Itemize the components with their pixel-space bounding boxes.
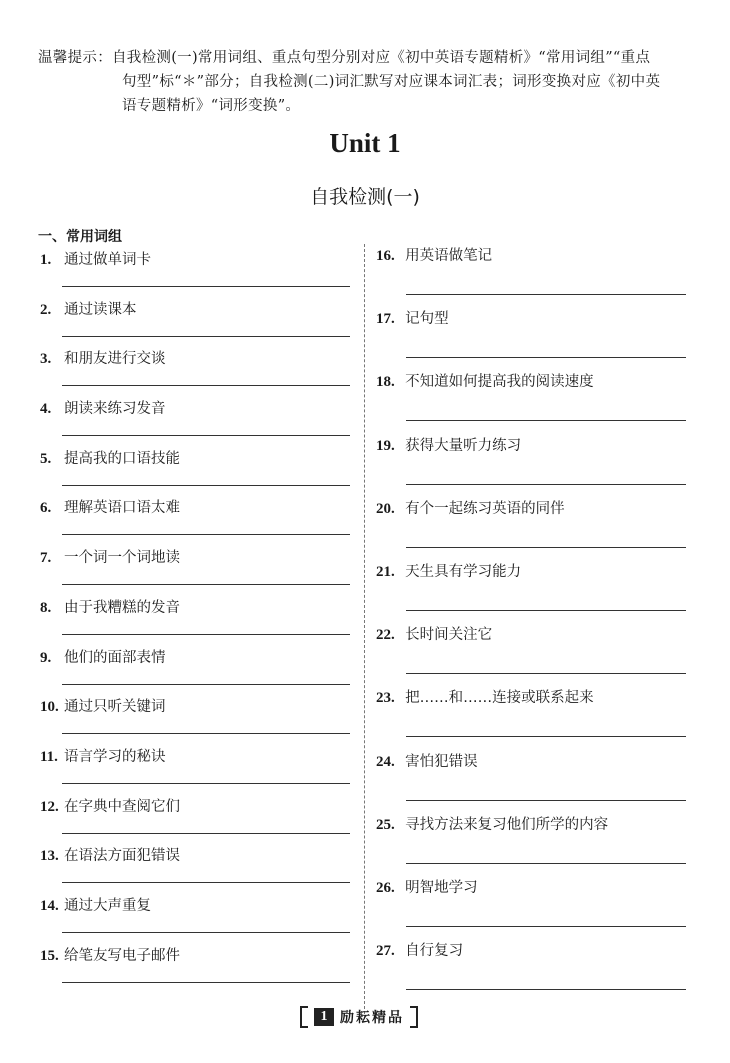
exercise-item (40, 791, 350, 841)
exercise-item (40, 393, 350, 443)
item-text: 自行复习 (405, 943, 464, 960)
answer-line[interactable] (406, 420, 686, 421)
item-text: 通过大声重复 (64, 897, 151, 914)
item-text: 长时间关注它 (405, 627, 493, 644)
exercise-item (376, 307, 686, 370)
item-text: 给笔友写电子邮件 (64, 947, 180, 964)
answer-line[interactable] (406, 926, 686, 927)
answer-line[interactable] (62, 833, 350, 834)
item-number: 14. (40, 897, 59, 914)
item-text: 天生具有学习能力 (405, 563, 522, 580)
footer-brand: 励耘精品 (340, 1010, 404, 1026)
exercise-item (40, 244, 350, 294)
answer-line[interactable] (406, 673, 686, 674)
item-number: 9. (40, 649, 52, 666)
answer-line[interactable] (62, 534, 350, 535)
answer-line[interactable] (406, 863, 686, 864)
item-text: 害怕犯错误 (405, 753, 478, 770)
tip-line-2: 句型”标“＊”部分；自我检测(二)词汇默写对应课本词汇表；词形变换对应《初中英 (122, 74, 661, 90)
answer-line[interactable] (62, 435, 350, 436)
exercise-prompt (40, 298, 137, 319)
item-text: 明智地学习 (405, 879, 478, 896)
item-text: 和朋友进行交谈 (64, 351, 166, 368)
answer-line[interactable] (62, 684, 350, 685)
answer-line[interactable] (406, 547, 686, 548)
item-text: 一个词一个词地读 (64, 550, 180, 567)
item-text: 通过做单词卡 (64, 252, 151, 268)
answer-line[interactable] (406, 610, 686, 611)
item-text: 理解英语口语太难 (64, 500, 180, 517)
item-text: 记句型 (405, 311, 449, 328)
exercise-prompt (40, 795, 180, 816)
tip-line-1 (38, 46, 706, 70)
exercise-item (376, 623, 686, 686)
answer-line[interactable] (62, 336, 350, 337)
exercise-item (376, 939, 686, 1002)
exercise-prompt (40, 248, 151, 269)
page-footer (286, 1006, 432, 1028)
item-text: 有个一起练习英语的同伴 (405, 500, 565, 517)
item-number: 8. (40, 599, 52, 616)
item-number: 5. (40, 450, 52, 467)
item-number: 19. (376, 437, 395, 454)
item-number: 26. (376, 879, 395, 896)
item-number: 11. (40, 748, 58, 765)
item-text: 他们的面部表情 (64, 649, 166, 666)
item-text: 通过读课本 (64, 301, 137, 318)
exercise-prompt (376, 497, 565, 518)
item-number: 2. (40, 301, 52, 318)
exercise-prompt (40, 447, 180, 468)
answer-line[interactable] (406, 294, 686, 295)
exercise-item (376, 434, 686, 497)
item-number: 24. (376, 753, 395, 770)
answer-line[interactable] (62, 485, 350, 486)
exercise-item (40, 294, 350, 344)
exercise-prompt (40, 944, 180, 965)
item-number: 4. (40, 401, 52, 418)
footer-bracket-left (300, 1006, 308, 1028)
exercise-item (376, 813, 686, 876)
item-number: 27. (376, 943, 395, 960)
exercise-prompt (376, 244, 492, 265)
answer-line[interactable] (406, 357, 686, 358)
answer-line[interactable] (62, 584, 350, 585)
exercise-prompt (376, 686, 594, 707)
answer-line[interactable] (62, 783, 350, 784)
exercise-prompt (376, 750, 478, 771)
footer-bracket-right (410, 1006, 418, 1028)
exercise-item (40, 741, 350, 791)
tip-label: 温馨提示： (38, 50, 112, 66)
item-number: 21. (376, 563, 395, 580)
item-number: 25. (376, 816, 395, 833)
page-number: 1 (314, 1008, 334, 1026)
item-text: 在字典中查阅它们 (64, 798, 180, 815)
exercise-prompt (40, 596, 180, 617)
answer-line[interactable] (62, 634, 350, 635)
item-text: 寻找方法来复习他们所学的内容 (405, 816, 609, 833)
right-column (376, 244, 686, 1002)
item-number: 15. (40, 947, 59, 964)
exercise-item (40, 840, 350, 890)
item-number: 17. (376, 311, 395, 328)
item-number: 3. (40, 351, 52, 368)
answer-line[interactable] (62, 385, 350, 386)
item-number: 1. (40, 252, 52, 268)
answer-line[interactable] (62, 286, 350, 287)
item-text: 由于我糟糕的发音 (64, 599, 180, 616)
exercise-prompt (40, 496, 180, 517)
item-number: 7. (40, 550, 52, 567)
item-text: 在语法方面犯错误 (64, 848, 180, 865)
unit-title: Unit 1 (329, 128, 401, 158)
exercise-prompt (40, 347, 166, 368)
exercise-prompt (40, 546, 180, 567)
tip-text-1: 自我检测(一)常用词组、重点句型分别对应《初中英语专题精析》“常用词组”“重点 (112, 50, 651, 66)
exercise-item (40, 592, 350, 642)
exercise-prompt (376, 370, 594, 391)
exercise-item (40, 492, 350, 542)
exercise-prompt (40, 745, 166, 766)
item-number: 18. (376, 374, 395, 391)
exercise-prompt (376, 876, 478, 897)
item-text: 获得大量听力练习 (405, 437, 522, 454)
section-heading: 一、常用词组 (38, 229, 122, 245)
exercise-item (40, 343, 350, 393)
exercise-prompt (40, 844, 180, 865)
exercise-item (40, 940, 350, 990)
exercise-item (40, 443, 350, 493)
answer-line[interactable] (62, 932, 350, 933)
column-divider (364, 244, 365, 1014)
exercise-prompt (376, 434, 521, 455)
exercise-item (376, 560, 686, 623)
item-number: 10. (40, 699, 59, 716)
item-number: 12. (40, 798, 59, 815)
item-number: 16. (376, 248, 395, 264)
answer-line[interactable] (62, 733, 350, 734)
item-number: 22. (376, 627, 395, 644)
section-subtitle: 自我检测(一) (310, 186, 420, 208)
item-number: 23. (376, 690, 395, 707)
exercise-prompt (376, 307, 449, 328)
exercise-prompt (40, 695, 166, 716)
answer-line[interactable] (406, 800, 686, 801)
item-text: 不知道如何提高我的阅读速度 (405, 374, 594, 391)
item-text: 把……和……连接或联系起来 (405, 690, 594, 707)
tip-line-3: 语专题精析》“词形变换”。 (122, 98, 301, 114)
exercise-item (40, 890, 350, 940)
answer-line[interactable] (406, 484, 686, 485)
exercise-prompt (376, 560, 521, 581)
exercise-prompt (40, 397, 166, 418)
item-text: 用英语做笔记 (405, 248, 493, 264)
answer-line[interactable] (62, 882, 350, 883)
item-number: 20. (376, 500, 395, 517)
exercise-prompt (40, 894, 151, 915)
exercise-prompt (376, 623, 492, 644)
exercise-item (376, 686, 686, 749)
answer-line[interactable] (406, 736, 686, 737)
answer-line[interactable] (62, 982, 350, 983)
exercise-item (40, 542, 350, 592)
item-text: 提高我的口语技能 (64, 450, 180, 467)
item-text: 通过只听关键词 (64, 699, 166, 716)
answer-line[interactable] (406, 989, 686, 990)
item-text: 语言学习的秘诀 (64, 748, 166, 765)
exercise-item (40, 691, 350, 741)
exercise-item (376, 750, 686, 813)
exercise-prompt (40, 646, 166, 667)
exercise-item (376, 497, 686, 560)
exercise-prompt (376, 813, 608, 834)
exercise-prompt (376, 939, 463, 960)
exercise-item (40, 642, 350, 692)
item-text: 朗读来练习发音 (64, 401, 166, 418)
item-number: 6. (40, 500, 52, 517)
exercise-item (376, 244, 686, 307)
exercise-item (376, 370, 686, 433)
item-number: 13. (40, 848, 59, 865)
left-column (40, 244, 350, 989)
tip-box (38, 46, 706, 118)
exercise-item (376, 876, 686, 939)
